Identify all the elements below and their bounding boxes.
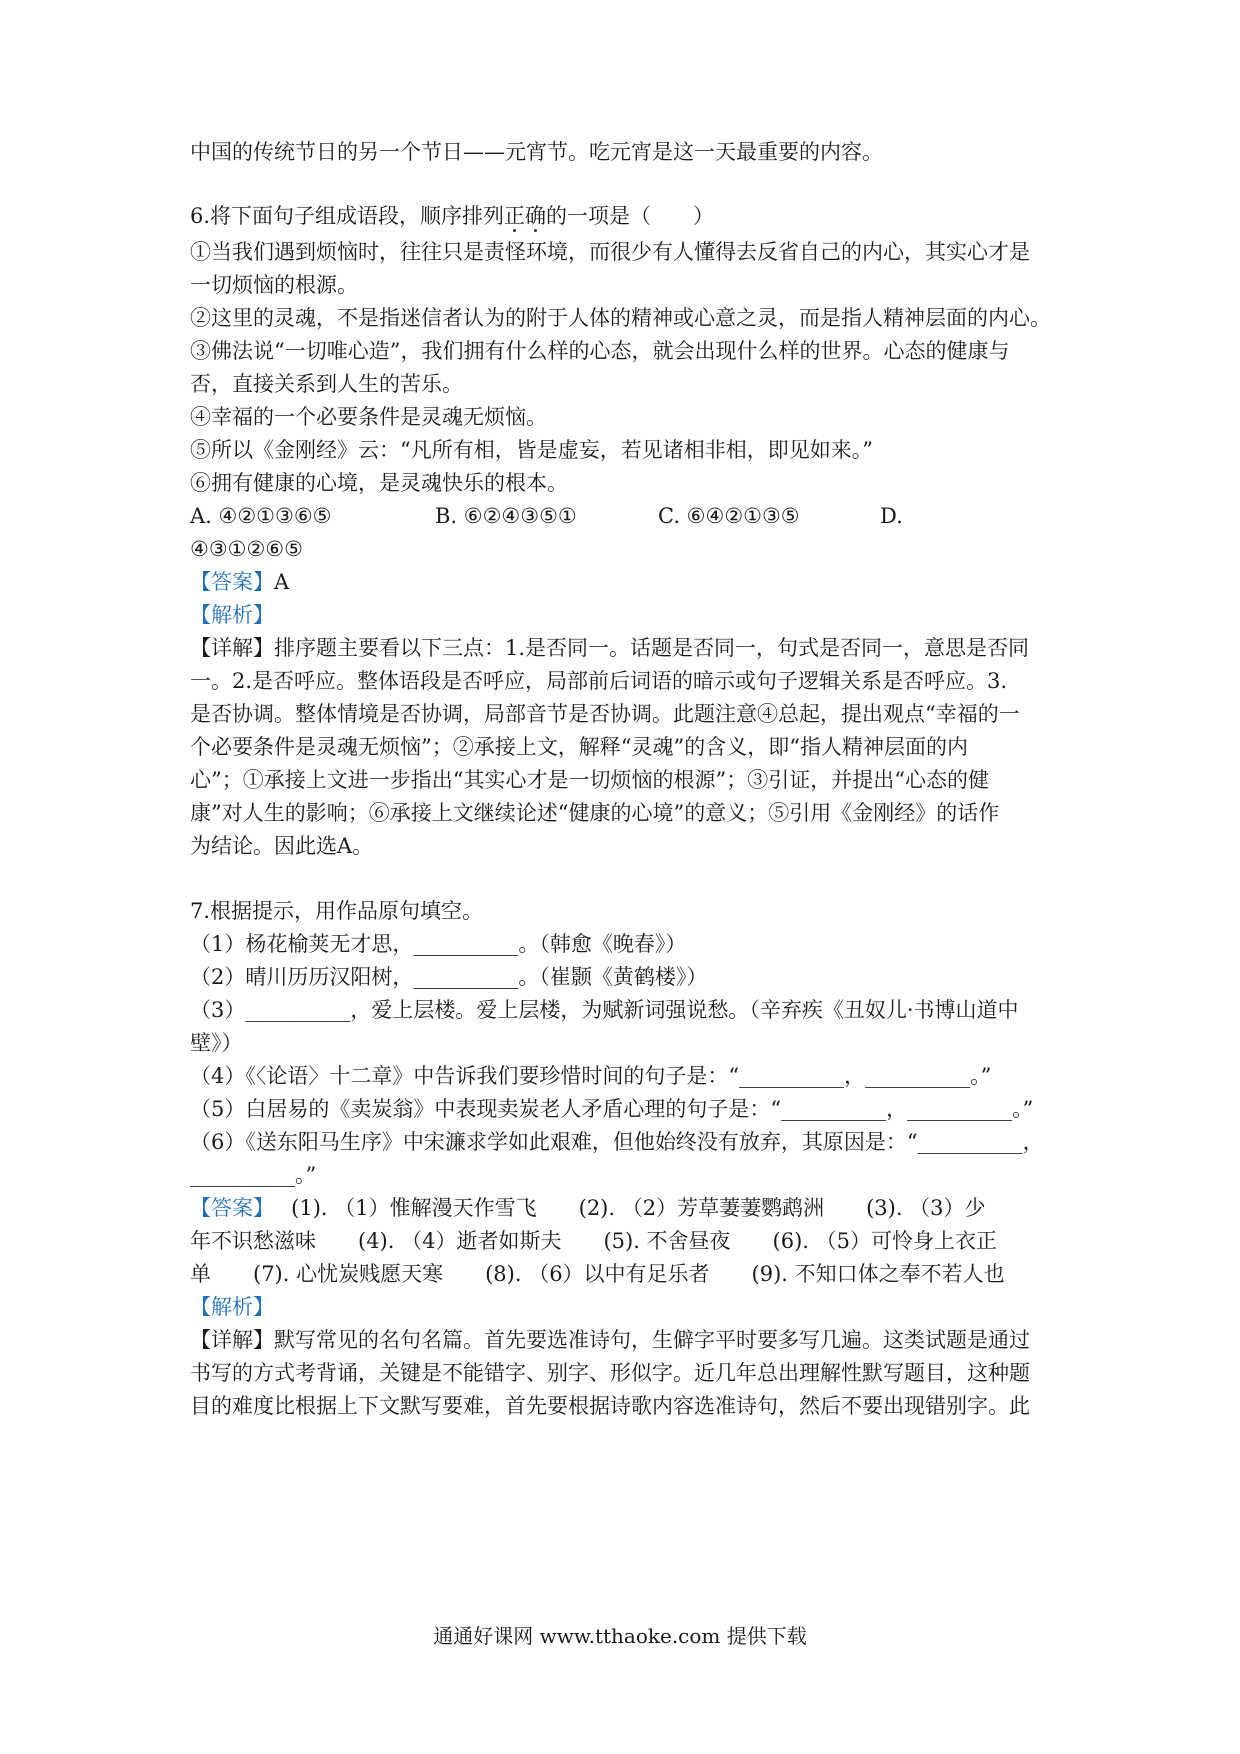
q6-answer bbox=[190, 567, 289, 597]
option-b: B. ⑥②④③⑤① bbox=[435, 504, 577, 528]
option-c: C. ⑥④②①③⑤ bbox=[658, 504, 800, 528]
q7-item-6a: （6）《送东阳马生序》中宋濂求学如此艰难，但他始终没有放弃，其原因是：“__________， bbox=[190, 1130, 1044, 1154]
q7-stem: 7.根据提示，用作品原句填空。 bbox=[190, 899, 484, 923]
q7-answer-3: 单 (7). 心忧炭贱愿天寒 (8). （6）以中有足乐者 (9). 不知口体之奉不若人也 bbox=[190, 1262, 1005, 1286]
q7-item-1: （1）杨花榆荚无才思，__________。（韩愈《晚春》） bbox=[190, 932, 687, 956]
q7-detail-2: 书写的方式考背诵，关键是不能错字、别字、形似字。近几年总出理解性默写题目，这种题 bbox=[190, 1361, 1030, 1385]
q6-detail-2: 一。2.是否呼应。整体语段是否呼应，局部前后词语的暗示或句子逻辑关系是否呼应。3. bbox=[190, 669, 1008, 693]
q6-sentence-3a: ③佛法说“一切唯心造”，我们拥有什么样的心态，就会出现什么样的世界。心态的健康与 bbox=[190, 339, 1010, 363]
q7-item-5: （5）白居易的《卖炭翁》中表现卖炭老人矛盾心理的句子是：“__________，__________。” bbox=[190, 1097, 1034, 1121]
q6-detail-5: 心”；①承接上文进一步指出“其实心才是一切烦恼的根源”；③引证，并提出“心态的健 bbox=[190, 768, 989, 792]
q6-sentence-1b: 一切烦恼的根源。 bbox=[190, 273, 358, 297]
q6-detail-6: 康”对人生的影响；⑥承接上文继续论述“健康的心境”的意义；⑤引用《金刚经》的话作 bbox=[190, 801, 1000, 825]
q6-detail-3: 是否协调。整体情境是否协调，局部音节是否协调。此题注意④总起，提出观点“幸福的一 bbox=[190, 702, 1020, 726]
option-d-value: ④③①②⑥⑤ bbox=[190, 537, 303, 561]
q7-item-4: （4）《〈论语〉十二章》中告诉我们要珍惜时间的句子是：“__________，__________。” bbox=[190, 1064, 992, 1088]
q6-sentence-3b: 否，直接关系到人生的苦乐。 bbox=[190, 372, 463, 396]
page-footer: 通通好课网 www.tthaoke.com 提供下载 bbox=[433, 1624, 807, 1648]
option-d: D. bbox=[880, 504, 903, 528]
q7-answer-1 bbox=[190, 1193, 986, 1223]
answer-tag: 【答案】 bbox=[190, 1196, 264, 1220]
q6-sentence-5: ⑤所以《金刚经》云：“凡所有相，皆是虚妄，若见诸相非相，即见如来。” bbox=[190, 438, 873, 462]
q6-sentence-6: ⑥拥有健康的心境，是灵魂快乐的根本。 bbox=[190, 471, 568, 495]
q6-detail-7: 为结论。因此选A。 bbox=[190, 834, 374, 858]
q7-detail-1: 【详解】默写常见的名句名篇。首先要选准诗句，生僻字平时要多写几遍。这类试题是通过 bbox=[190, 1328, 1030, 1352]
answer-text-1: (1). （1）惟解漫天作雪飞 (2). （2）芳草萋萋鹦鹉洲 (3). （3）少 bbox=[263, 1196, 986, 1220]
q7-analysis-tag: 【解析】 bbox=[190, 1295, 274, 1319]
q6-detail-1: 【详解】排序题主要看以下三点：1.是否同一。话题是否同一，句式是否同一，意思是否同 bbox=[190, 636, 1030, 660]
q7-item-2: （2）晴川历历汉阳树，__________。（崔颢《黄鹤楼》） bbox=[190, 965, 708, 989]
q7-item-6b: __________。” bbox=[190, 1163, 317, 1187]
q6-stem-pre: 6.将下面句子组成语段，顺序排列 bbox=[190, 204, 505, 228]
q6-stem-emphasis-1: 正 bbox=[504, 204, 526, 228]
q7-answer-2: 年不识愁滋味 (4). （4）逝者如斯夫 (5). 不舍昼夜 (6). （5）可怜身上衣正 bbox=[190, 1229, 998, 1253]
q7-detail-3: 目的难度比根据上下文默写要难，首先要根据诗歌内容选准诗句，然后不要出现错别字。此 bbox=[190, 1394, 1030, 1418]
q6-detail-4: 个必要条件是灵魂无烦恼”；②承接上文，解释“灵魂”的含义，即“指人精神层面的内 bbox=[190, 735, 968, 759]
answer-value: A bbox=[274, 570, 290, 594]
q6-sentence-4: ④幸福的一个必要条件是灵魂无烦恼。 bbox=[190, 405, 547, 429]
option-a: A. ④②①③⑥⑤ bbox=[190, 504, 332, 528]
q6-stem-emphasis-2: 确 bbox=[525, 204, 547, 228]
intro-line: 中国的传统节日的另一个节日——元宵节。吃元宵是这一天最重要的内容。 bbox=[190, 140, 883, 164]
q7-item-3b: 壁》） bbox=[190, 1031, 243, 1055]
q6-sentence-2: ②这里的灵魂，不是指迷信者认为的附于人体的精神或心意之灵，而是指人精神层面的内心。 bbox=[190, 306, 1051, 330]
q6-sentence-1a: ①当我们遇到烦恼时，往往只是责怪环境，而很少有人懂得去反省自己的内心，其实心才是 bbox=[190, 240, 1030, 264]
q7-item-3a: （3）__________，爱上层楼。爱上层楼，为赋新词强说愁。（辛弃疾《丑奴儿·书博山道中 bbox=[190, 998, 1019, 1022]
q6-stem bbox=[190, 201, 714, 231]
answer-tag: 【答案】 bbox=[190, 570, 274, 594]
q6-stem-post: 的一项是（ ） bbox=[546, 204, 715, 228]
q6-analysis-tag: 【解析】 bbox=[190, 603, 274, 627]
